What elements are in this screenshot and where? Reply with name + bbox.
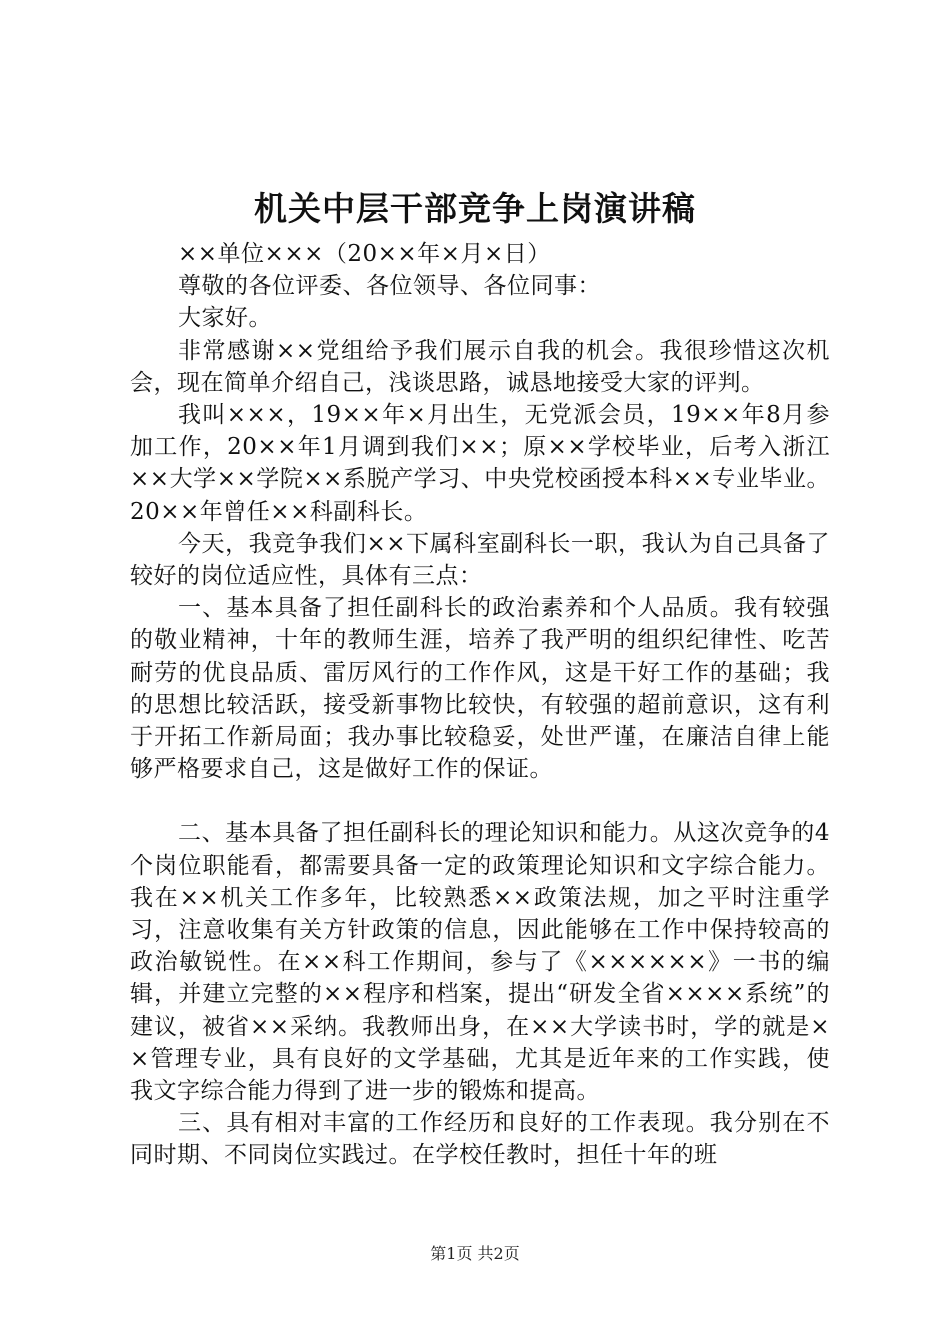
- paragraph-self-intro: 我叫×××，19××年×月出生，无党派会员，19××年8月参加工作，20××年1月调到我们××；原××学校毕业，后考入浙江××大学××学院××系脱产学习、中央党校函授本科××专业毕业。20××年曾任××科副科长。: [130, 402, 830, 525]
- document-title: 机关中层干部竞争上岗演讲稿: [254, 189, 696, 228]
- paragraph-salutation: 尊敬的各位评委、各位领导、各位同事：: [178, 273, 601, 300]
- paragraph-point-one: 一、基本具备了担任副科长的政治素养和个人品质。我有较强的敬业精神，十年的教师生涯，培养了我严明的组织纪律性、吃苦耐劳的优良品质、雷厉风行的工作作风，这是干好工作的基础；我的思想比较活跃，接受新事物比较快，有较强的超前意识，这有利于开拓工作新局面；我办事比较稳妥，处世严谨，在廉洁自律上能够严格要求自己，这是做好工作的保证。: [130, 595, 830, 783]
- page-number-footer: 第1页 共2页: [430, 1244, 520, 1263]
- paragraph-point-three: 三、具有相对丰富的工作经历和良好的工作表现。我分别在不同时期、不同岗位实践过。在学校任教时，担任十年的班: [130, 1110, 830, 1169]
- paragraph-position: 今天，我竞争我们××下属科室副科长一职，我认为自己具备了较好的岗位适应性，具体有三点：: [130, 530, 830, 590]
- paragraph-greeting: 大家好。: [178, 305, 272, 332]
- paragraph-thanks: 非常感谢××党组给予我们展示自我的机会。我很珍惜这次机会，现在简单介绍自己，浅谈思路，诚恳地接受大家的评判。: [130, 337, 830, 396]
- document-body: [130, 238, 830, 1172]
- paragraph-point-two: 二、基本具备了担任副科长的理论知识和能力。从这次竞争的4个岗位职能看，都需要具备一定的政策理论知识和文字综合能力。我在××机关工作多年，比较熟悉××政策法规，加之平时注重学习，注意收集有关方针政策的信息，因此能够在工作中保持较高的政治敏锐性。在××科工作期间，参与了《××××××》一书的编辑，并建立完整的××程序和档案，提出“研发全省××××系统”的建议，被省××采纳。我教师出身，在××大学读书时，学的就是××管理专业，具有良好的文学基础，尤其是近年来的工作实践，使我文字综合能力得到了进一步的锻炼和提高。: [130, 820, 830, 1105]
- paragraph-author-date: ××单位×××（20××年×月×日）: [178, 241, 551, 267]
